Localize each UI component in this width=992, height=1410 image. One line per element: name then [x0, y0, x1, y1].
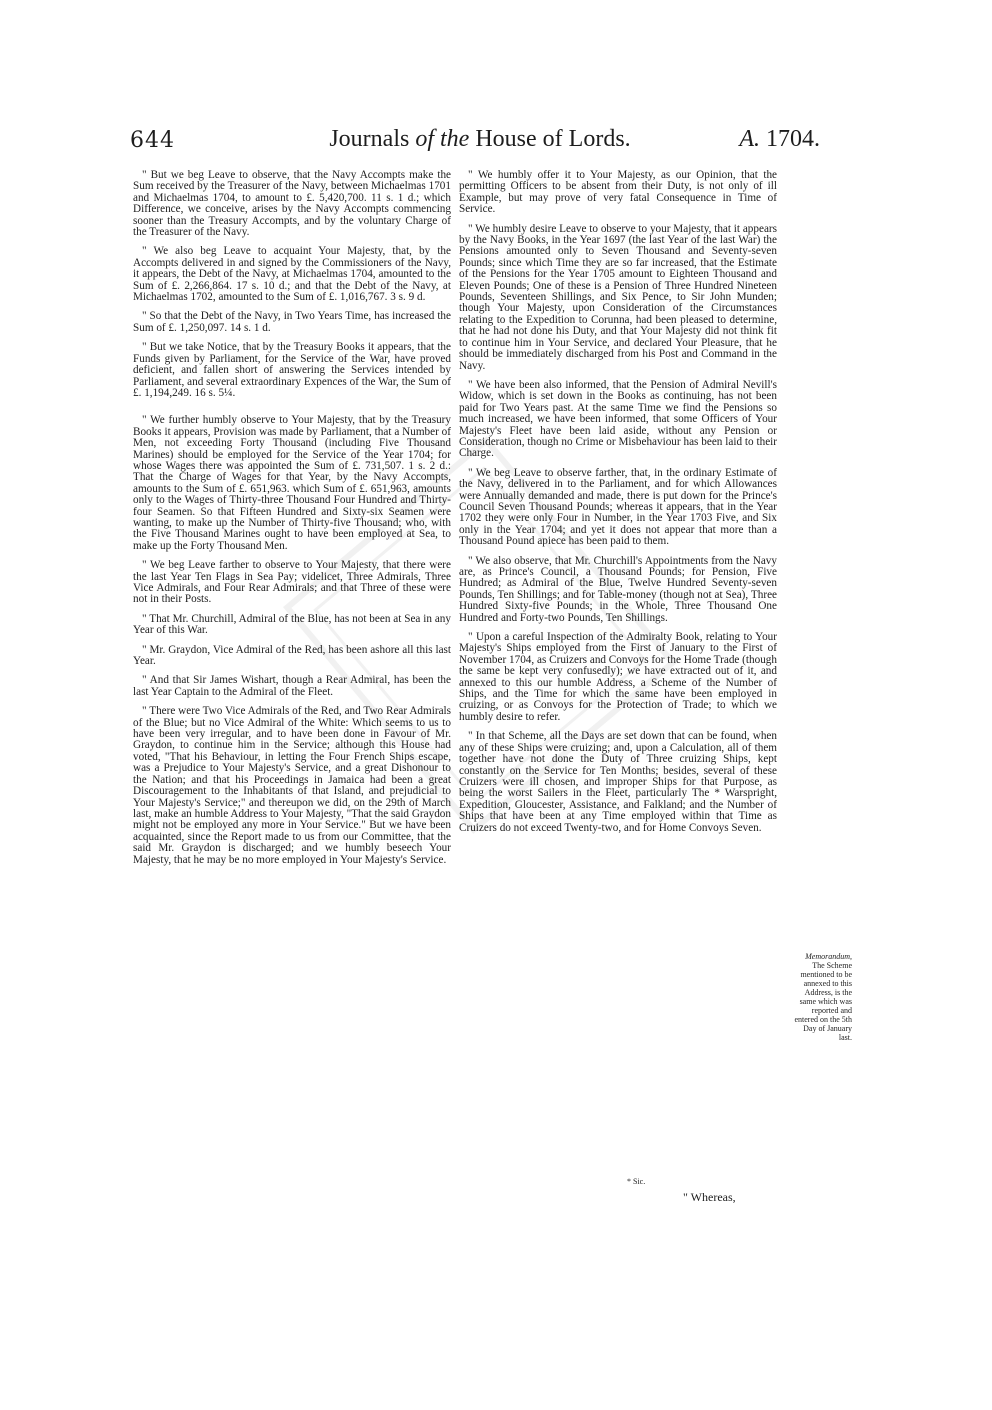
- paragraph: " In that Scheme, all the Days are set down that can be found, when any of these Ships were cruizing; and, upon a Calculation, all of them together have not done the Duty of Three cruizing Ships, kept constantly on the Service for Ten Months; besides, several of these Cruizers were ill chosen, and improper Ships for that Purpose, as being the worst Sailers in the Fleet, particularly The * Warspright, Expedition, Gloucester, Assistance, and Falkland; and the Number of Ships that have been at any Time employed within that Time as Cruizers do not exceed Twenty-two, and for Home Convoys Seven.: [459, 730, 777, 834]
- running-title: [240, 126, 720, 153]
- margin-note-heading: Memorandum,: [805, 952, 852, 961]
- paragraph: " That Mr. Churchill, Admiral of the Blue, has not been at Sea in any Year of this War.: [133, 612, 451, 637]
- paragraph: " We also beg Leave to acquaint Your Majesty, that, by the Accompts delivered in and signed by the Commissioners of the Navy, it appears, the Debt of the Navy, at Michaelmas 1704, amounted to the Sum of £. 2,266,864. 17 s. 10 d.; and that the Debt of the Navy, at Michaelmas 1702, amounted to the Sum of £. 1,016,767. 3 s. 9 d.: [133, 245, 451, 304]
- margin-note-text: The Scheme mentioned to be annexed to this Address, is the same which was reported and entered on the 5th Day of January last.: [794, 961, 852, 1042]
- paragraph: " There were Two Vice Admirals of the Red, and Two Rear Admirals of the Blue; but no Vice Admiral of the White: Which seems to us to have been very irregular, and to have been done in Favour of Mr. Graydon, to continue him in the Service; although this House had voted, "That his Behaviour, in letting the Four French Ships escape, was a Prejudice to Your Majesty's Service, and a great Dishonour to the Nation; and that his Proceedings in Jamaica had been a great Discouragement to the Inhabitants of that Island, and prejudicial to Your Majesty's Service;" and thereupon we did, on the 29th of March last, make an humble Address to Your Majesty, "That the said Graydon might not be employed any more in Your Service." But we have been acquainted, since the Report made to us from our Committee, that the said Mr. Graydon is discharged; and we humbly beseech Your Majesty, that he may be no more employed in Your Majesty's Service.: [133, 705, 451, 866]
- page-number: 644: [130, 128, 175, 153]
- footnote: * Sic.: [627, 1177, 646, 1186]
- year-heading: [739, 126, 820, 153]
- title-suffix: House of Lords.: [469, 126, 631, 152]
- paragraph: " We beg Leave farther to observe to Your Majesty, that there were the last Year Ten Flags in Sea Pay; videlicet, Three Admirals, Three Vice Admirals, and Four Rear Admirals; and that Three of these were not in their Posts.: [133, 559, 451, 606]
- title-prefix: Journals: [329, 126, 416, 152]
- paragraph: " We have been also informed, that the Pension of Admiral Nevill's Widow, which is set down in the Books as continuing, has not been paid for Two Years past. At the same Time we find the Pensions so much increased, we have been informed, that some Officers of Your Majesty's Fleet have been laid aside, without any Pension or Consideration, though no Crime or Misbehaviour has been laid to their Charge.: [459, 378, 777, 460]
- paragraph: " But we take Notice, that by the Treasury Books it appears, that the Funds given by Parliament, for the Service of the War, have proved deficient, and fallen short of answering the Services intended by Parliament, and several extraordinary Expences of the War, the Sum of £. 1,194,249. 16 s. 5¼.: [133, 341, 451, 399]
- right-column: [459, 170, 777, 842]
- catchword: " Whereas,: [683, 1190, 736, 1204]
- margin-note: [790, 952, 852, 1042]
- paragraph: " Mr. Graydon, Vice Admiral of the Red, has been ashore all this last Year.: [133, 643, 451, 668]
- paragraph: " We beg Leave to observe farther, that, in the ordinary Estimate of the Navy, delivered in to the Parliament, and for which Allowances were Annually demanded and made, there is put down for the Prince's Council Seven Thousand Pounds; whereas it appears, that in the Year 1702 they were only Four in Number, in the Year 1703 Five, and Six only in the Year 1704; and yet it does not appear that more than a Thousand Pound apiece has been paid to them.: [459, 466, 777, 548]
- year-value: 1704.: [760, 126, 820, 152]
- paragraph: " Upon a careful Inspection of the Admiralty Book, relating to Your Majesty's Ships employed from the First of January to the First of November 1704, as Cruizers and Convoys for the Home Trade (though the same be kept very confusedly); we have extracted out of it, and annexed to this our humble Address, a Scheme of the Number of Ships, and the Time for which the same have been employed in cruizing, or as Convoys for the Protection of Trade; to which we humbly desire to refer.: [459, 631, 777, 723]
- paragraph: " We humbly desire Leave to observe to your Majesty, that it appears by the Navy Books, in the Year 1697 (the last Year of the last War) the Pensions amounted only to Seven Thousand and Seventy-seven Pounds; since which Time they are so far increased, that the Estimate of the Pensions for the Year 1705 amount to Eighteen Thousand and Eleven Pounds; One of these is a Pension of Three Hundred Nineteen Pounds, Seventeen Shillings, and Six Pence, to Sir John Munden; though Your Majesty, upon Consideration of the Circumstances relating to the Expedition to Corunna, had been pleased to determine, that he had not done his Duty, and that Your Majesty did not think fit to continue him in Your Service, and declared Your Pleasure, that he should be immediately discharged from his Post and Command in the Navy.: [459, 222, 777, 372]
- paragraph: " We humbly offer it to Your Majesty, as our Opinion, that the permitting Officers to be absent from their Duty, is not only of ill Example, but may prove of very fatal Consequence in Time of Service.: [459, 169, 777, 216]
- paragraph: " We also observe, that Mr. Churchill's Appointments from the Navy are, as Prince's Council, a Thousand Pounds; for Pension, Five Hundred; as Admiral of the Blue, Twelve Hundred Seventy-seven Pounds, Ten Shillings; and for Table-money (though not at Sea), Three Hundred Sixty-five Pounds; in the Whole, Three Thousand One Hundred and Forty-two Pounds, Ten Shillings.: [459, 554, 777, 624]
- page-header: [130, 128, 820, 168]
- left-column: [133, 170, 451, 874]
- paragraph: " And that Sir James Wishart, though a Rear Admiral, has been the last Year Captain to the Admiral of the Fleet.: [133, 674, 451, 698]
- year-prefix: A.: [739, 126, 760, 152]
- paragraph: " So that the Debt of the Navy, in Two Years Time, has increased the Sum of £. 1,250,097. 14 s. 1 d.: [133, 310, 451, 334]
- title-of-the: of the: [415, 126, 470, 152]
- paragraph: " But we beg Leave to observe, that the Navy Accompts make the Sum received by the Treasurer of the Navy, between Michaelmas 1701 and Michaelmas 1704, to amount to £. 5,420,700. 11 s. 1 d.; which Difference, we conceive, arises by the Navy Accompts commencing sooner than the Treasury Accompts, and by the voluntary Charge of the Treasurer of the Navy.: [133, 169, 451, 239]
- paragraph: " We further humbly observe to Your Majesty, that by the Treasury Books it appears, Provision was made by Parliament, that a Number of Men, not exceeding Forty Thousand (including Five Thousand Marines) should be employed for the Service of the Year 1704; for whose Wages there was appointed the Sum of £. 731,507. 1 s. 2 d.: That the Charge of Wages for that Year, by the Navy Accompts, amounts to the Sum of £. 651,963. which Sum of £. 651,963, amounts only to the Wages of Thirty-three Thousand Four Hundred and Thirty-four Seamen. So that Fifteen Hundred and Sixty-six Seamen were wanting, to make up the Number of Thirty-five Thousand; who, with the Five Thousand Marines ought to have been employed at Sea, to make up the Forty Thousand Men.: [133, 414, 451, 552]
